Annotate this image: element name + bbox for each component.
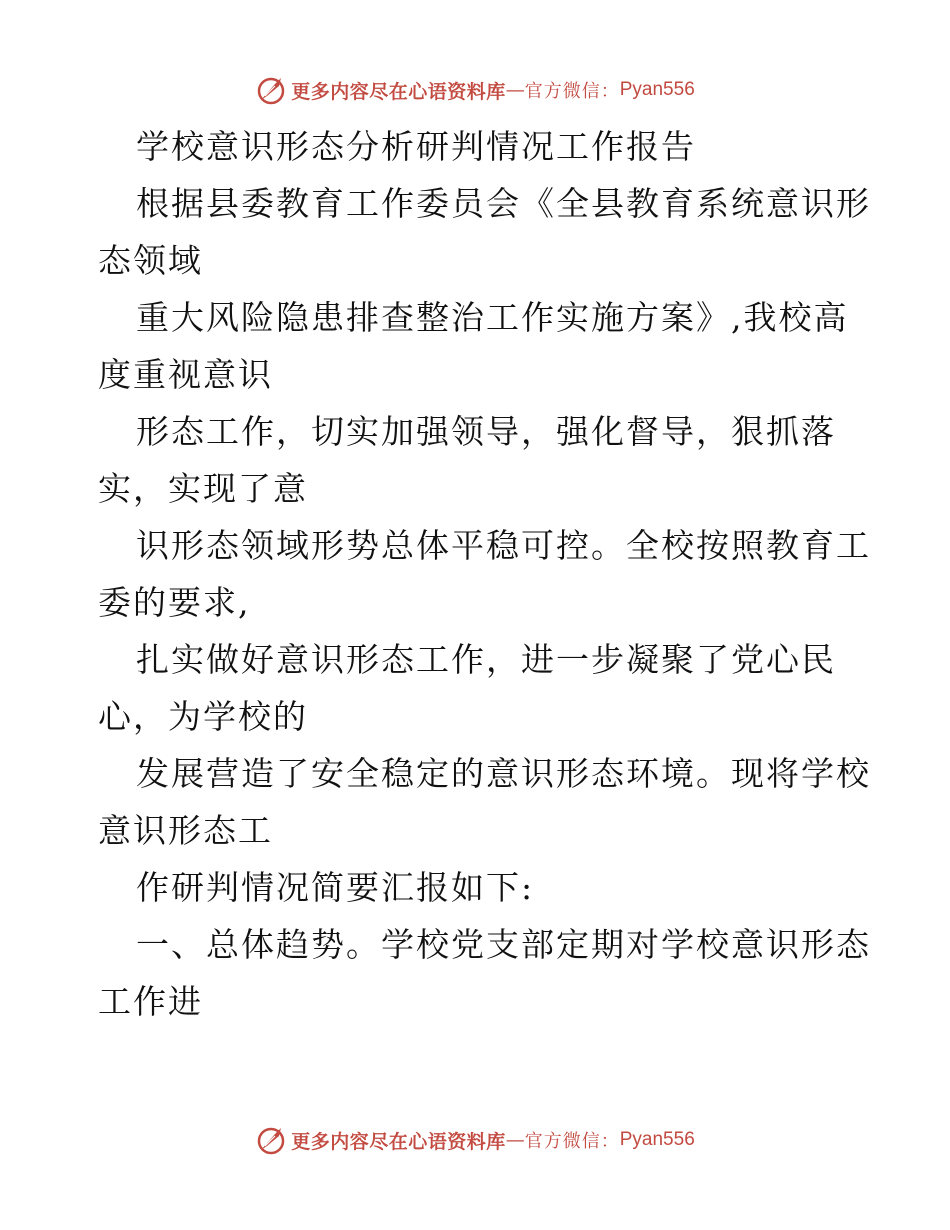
paragraph-line: 识形态领域形势总体平稳可控。全校按照教育工 <box>136 526 871 565</box>
paragraph-line: 根据县委教育工作委员会《全县教育系统意识形 <box>136 184 871 223</box>
paragraph-line: 委的要求, <box>98 583 251 622</box>
paragraph-line: 意识形态工 <box>98 811 273 850</box>
document-body <box>98 118 871 1030</box>
section-heading-line: 一、总体趋势。学校党支部定期对学校意识形态 <box>136 925 871 964</box>
paragraph-line: 作研判情况简要汇报如下: <box>136 868 535 907</box>
paragraph-line: 工作进 <box>98 982 203 1021</box>
paragraph-line: 实，实现了意 <box>98 469 308 508</box>
header-watermark <box>0 70 950 110</box>
footer-watermark <box>0 1120 950 1160</box>
paragraph-line: 度重视意识 <box>98 355 273 394</box>
watermark-separator: — <box>505 1129 525 1151</box>
quill-pen-logo-icon <box>255 1124 287 1156</box>
watermark-wechat-id: Pyan556 <box>619 1129 695 1150</box>
watermark-site-text: 更多内容尽在心语资料库 <box>291 1130 506 1153</box>
watermark-site-text: 更多内容尽在心语资料库 <box>291 80 506 103</box>
watermark-wechat-label: 官方微信： <box>524 81 620 102</box>
watermark-wechat-id: Pyan556 <box>619 79 695 100</box>
paragraph-line: 扎实做好意识形态工作，进一步凝聚了党心民 <box>136 640 836 679</box>
quill-pen-logo-icon <box>255 74 287 106</box>
document-title: 学校意识形态分析研判情况工作报告 <box>136 127 696 166</box>
watermark-separator: — <box>505 79 525 101</box>
paragraph-line: 形态工作，切实加强领导，强化督导，狠抓落 <box>136 412 836 451</box>
paragraph-line: 心，为学校的 <box>98 697 308 736</box>
paragraph-line: 发展营造了安全稳定的意识形态环境。现将学校 <box>136 754 871 793</box>
paragraph-line: 态领域 <box>98 241 203 280</box>
watermark-wechat-label: 官方微信： <box>524 1131 620 1152</box>
paragraph-line: 重大风险隐患排查整治工作实施方案》,我校高 <box>136 298 849 337</box>
